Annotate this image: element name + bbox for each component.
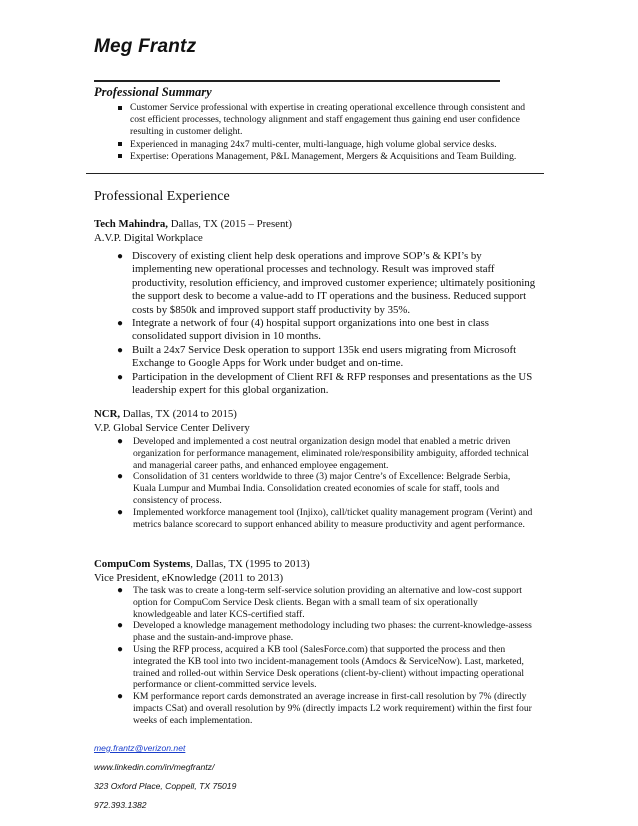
job-bullets-tech-mahindra <box>117 250 537 397</box>
bullet-icon: ● <box>117 691 124 703</box>
summary-divider <box>86 173 544 174</box>
summary-heading: Professional Summary <box>94 85 212 99</box>
list-item: ● The task was to create a long-term self-service solution providing an alternative and low-cost support option for CompuCom Service Desk clients. Began with a small team of six operationally knowledgeable and later KCS-certified staff. <box>117 585 522 620</box>
job-header-compucom <box>94 558 544 585</box>
job-title: Vice President, eKnowledge (2011 to 2013) <box>94 571 284 584</box>
bullet-icon: ● <box>117 251 124 262</box>
phone-number: 972.393.1382 <box>94 800 147 810</box>
bullet-icon: ● <box>117 371 124 383</box>
job-bullets-compucom <box>117 585 535 727</box>
list-item: ● Developed a knowledge management methodology including two phases: the current-knowledge-assess phase and the sustain-and-improve phase. <box>117 620 532 644</box>
email-link[interactable]: meg.frantz@verizon.net <box>94 743 186 753</box>
name-underline <box>94 80 500 82</box>
resume-name: Meg Frantz <box>94 36 197 57</box>
bullet-icon: ● <box>117 471 124 483</box>
bullet-icon: ● <box>117 643 124 655</box>
company-name: NCR, <box>94 408 121 420</box>
job-location-dates: , Dallas, TX (1995 to 2013) <box>190 558 310 570</box>
job-header-ncr <box>94 408 544 435</box>
list-item: ● Discovery of existing client help desk operations and improve SOP’s & KPI’s by implementing new operational processes and technology. Result was improved staff productivity, resolution efficiency, and improved customer experience; ultimately positioning the support desk to become a value-add to IT operations and the business. Reduced support costs by $850k and improved support staff productivity by 35%. <box>117 250 536 316</box>
square-bullet-icon <box>118 154 122 158</box>
address: 323 Oxford Place, Coppell, TX 75019 <box>94 781 237 791</box>
bullet-icon: ● <box>117 585 124 596</box>
job-header-tech-mahindra <box>94 218 544 245</box>
bullet-icon: ● <box>117 436 124 447</box>
bullet-icon: ● <box>117 506 124 518</box>
list-item: ● Integrate a network of four (4) hospital support organizations into one best in class consolidated support division in 10 months. <box>117 317 489 343</box>
summary-item: Customer Service professional with expertise in creating operational excellence through consistent and cost efficient processes, technology alignment and staff engagement thus gaining end user confidence resulting in customer delight. <box>118 102 538 139</box>
job-title: V.P. Global Service Center Delivery <box>94 421 250 434</box>
company-name: CompuCom Systems <box>94 558 191 570</box>
square-bullet-icon <box>118 106 122 110</box>
list-item: ● Built a 24x7 Service Desk operation to support 135k end users migrating from Microsoft Exchange to Google Apps for Work under budget and on-time. <box>117 343 517 370</box>
bullet-icon: ● <box>117 620 124 632</box>
list-item: ● KM performance report cards demonstrated an average increase in first-call resolution by 7% (directly impacts CSat) and overall resolution by 9% (directly impacts L2 work requirement) within the first four weeks of each implementation. <box>117 691 532 726</box>
list-item: ● Consolidation of 31 centers worldwide to three (3) major Centre’s of Excellence: Belgrade Serbia, Kuala Lumpur and Mumbai India. Consolidation created economies of scale for staff, tools and consistency of process. <box>117 471 511 506</box>
list-item: ● Using the RFP process, acquired a KB tool (SalesForce.com) that supported the process and then integrated the KB tool into two incident-management tools (Amdocs & ServiceNow). Last, marketed, trained and rolled-out within Service Desk operations (client-by-client) without impacting operational performance or client-committed service levels. <box>117 643 525 691</box>
bullet-icon: ● <box>117 318 124 330</box>
linkedin-url: www.linkedin.com/in/megfrantz/ <box>94 762 215 772</box>
summary-item: Expertise: Operations Management, P&L Management, Mergers & Acquisitions and Team Building. <box>118 151 538 163</box>
job-title: A.V.P. Digital Workplace <box>94 231 203 244</box>
job-location-dates: Dallas, TX (2015 – Present) <box>168 218 292 230</box>
bullet-icon: ● <box>117 344 124 356</box>
experience-heading: Professional Experience <box>94 189 230 204</box>
list-item: ● Implemented workforce management tool (Injixo), call/ticket quality management program (Verint) and metrics balance scorecard to support enhanced ability to measure productivity and agent performance. <box>117 506 533 530</box>
company-name: Tech Mahindra, <box>94 218 168 230</box>
square-bullet-icon <box>118 142 122 146</box>
list-item: ● Participation in the development of Client RFI & RFP responses and presentations as the US leadership expert for this global organization. <box>117 370 533 397</box>
summary-item: Experienced in managing 24x7 multi-center, multi-language, high volume global service desks. <box>118 139 538 151</box>
job-location-dates: Dallas, TX (2014 to 2015) <box>120 408 237 420</box>
job-bullets-ncr <box>117 436 535 530</box>
list-item: ● Developed and implemented a cost neutral organization design model that enabled a metric driven organization for performance management, eliminated role/responsibility ambiguity, afforded technical and managerial career paths, and enhanced employee engagement. <box>117 436 529 471</box>
summary-list <box>118 102 538 163</box>
